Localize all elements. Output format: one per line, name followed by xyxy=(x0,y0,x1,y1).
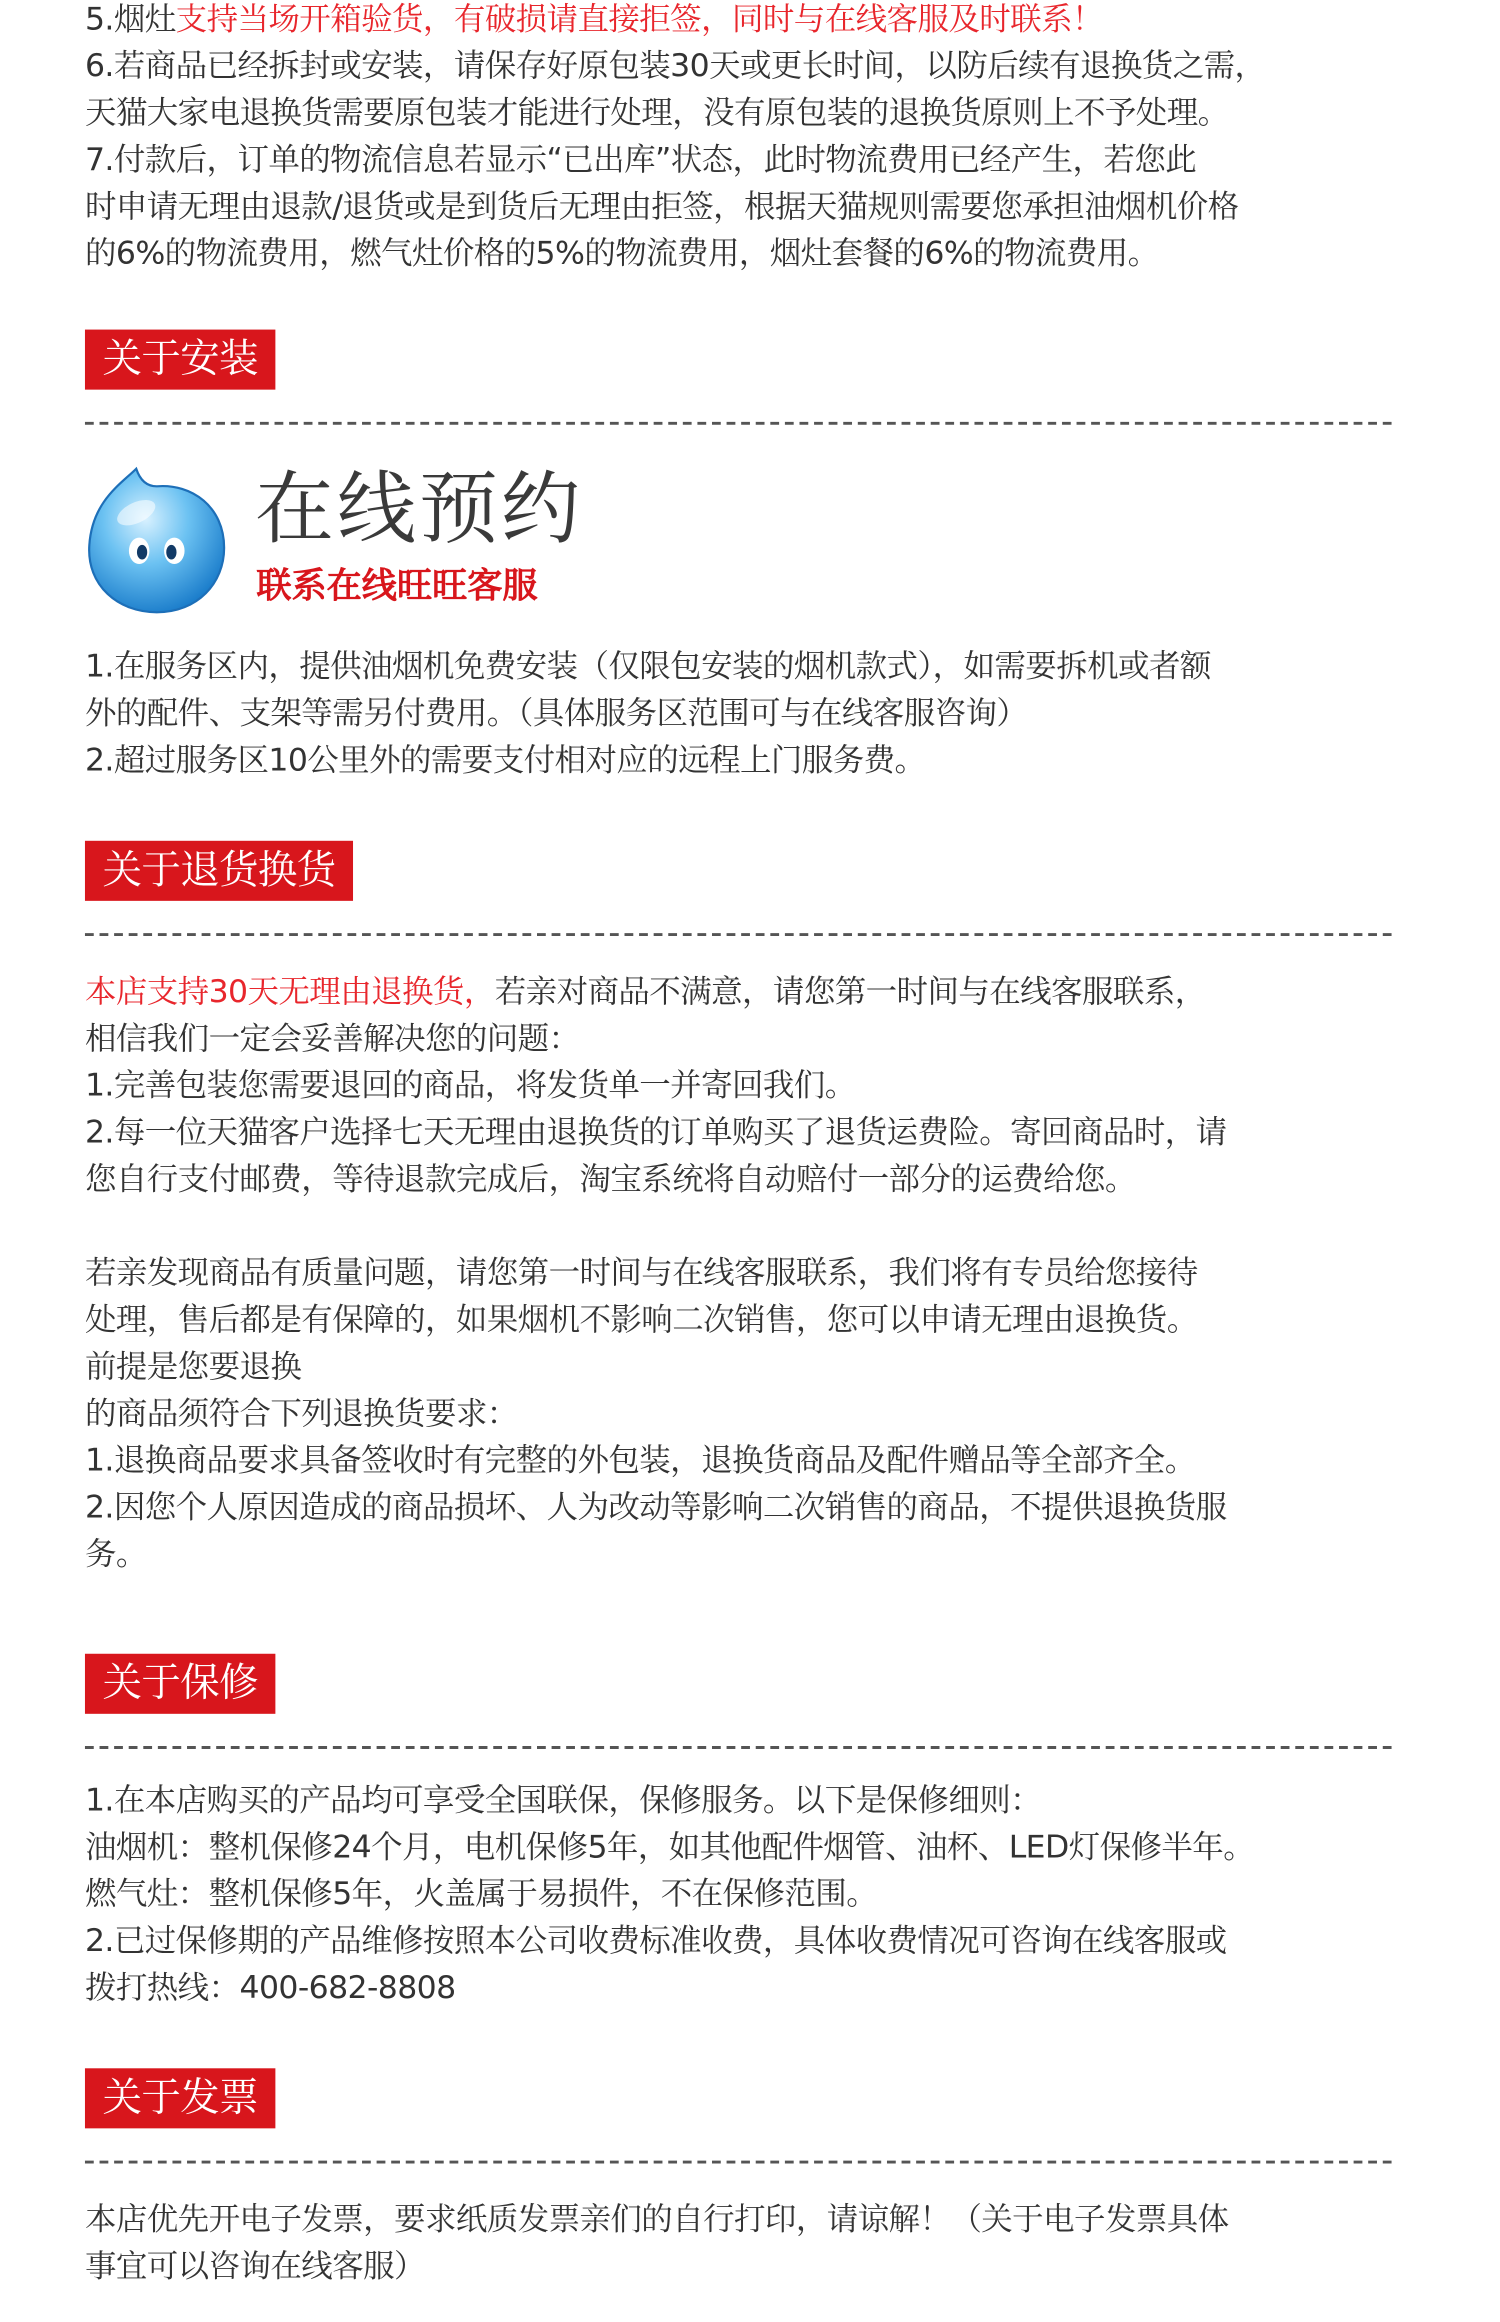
divider xyxy=(85,2161,1392,2164)
divider xyxy=(85,422,1392,425)
returns-line: 务。 xyxy=(84,1536,147,1574)
note-line: 时申请无理由退款/退货或是到货后无理由拒签，根据天猫规则需要您承担油烟机价格 xyxy=(84,188,1239,226)
reserve-subtitle: 联系在线旺旺客服 xyxy=(256,565,538,607)
section-tag-install: 关于安装 xyxy=(85,330,275,390)
returns-first-line: 本店支持30天无理由退换货，若亲对商品不满意，请您第一时间与在线客服联系， xyxy=(84,974,1206,1011)
section-tag-warranty: 关于保修 xyxy=(85,1654,275,1714)
install-notes xyxy=(85,645,1447,786)
returns-line: 处理，售后都是有保障的，如果烟机不影响二次销售，您可以申请无理由退换货。 xyxy=(84,1302,1198,1339)
install-line: 1.在服务区内，提供油烟机免费安装（仅限包安装的烟机款式），如需要拆机或者额 xyxy=(84,648,1211,686)
returns-line: 1.完善包装您需要退回的商品，将发货单一并寄回我们。 xyxy=(84,1067,856,1105)
returns-line: 1.退换商品要求具备签收时有完整的外包装，退换货商品及配件赠品等全部齐全。 xyxy=(84,1442,1196,1480)
note-line: 6.若商品已经拆封或安装，请保存好原包装30天或更长时间，以防后续有退换货之需， xyxy=(84,48,1266,85)
returns-line: 您自行支付邮费，等待退款完成后，淘宝系统将自动赔付一部分的运费给您。 xyxy=(84,1161,1136,1199)
top-notes xyxy=(85,0,1447,278)
section-tag-invoice: 关于发票 xyxy=(85,2068,275,2128)
returns-line: 2.每一位天猫客户选择七天无理由退换货的订单购买了退货运费险。寄回商品时，请 xyxy=(84,1114,1227,1152)
warranty-line: 油烟机：整机保修24个月，电机保修5年，如其他配件烟管、油杯、LED灯保修半年。 xyxy=(84,1829,1255,1867)
warranty-notes xyxy=(85,1778,1447,2012)
returns-line: 2.因您个人原因造成的商品损坏、人为改动等影响二次销售的商品，不提供退换货服 xyxy=(84,1489,1227,1527)
install-line: 2.超过服务区10公里外的需要支付相对应的远程上门服务费。 xyxy=(84,742,926,780)
note-line: 7.付款后，订单的物流信息若显示“已出库”状态，此时物流费用已经产生，若您此 xyxy=(84,142,1197,179)
invoice-notes xyxy=(85,2197,1447,2291)
divider xyxy=(85,933,1392,936)
returns-notes-b xyxy=(85,1251,1447,1579)
divider xyxy=(85,1746,1392,1749)
note-line: 的6%的物流费用，燃气灶价格的5%的物流费用，烟灶套餐的6%的物流费用。 xyxy=(84,235,1159,273)
returns-highlight: 本店支持30天无理由退换货， xyxy=(84,974,495,1011)
invoice-line: 事宜可以咨询在线客服） xyxy=(84,2248,425,2286)
note-line-5-highlight: 支持当场开箱验货，有破损请直接拒签，同时与在线客服及时联系！ xyxy=(175,1,1103,39)
note-line-5: 5.烟灶支持当场开箱验货，有破损请直接拒签，同时与在线客服及时联系！ xyxy=(84,1,1103,39)
returns-line: 相信我们一定会妥善解决您的问题： xyxy=(84,1020,580,1058)
invoice-line: 本店优先开电子发票，要求纸质发票亲们的自行打印，请谅解！（关于电子发票具体 xyxy=(84,2201,1229,2239)
wangwang-icon xyxy=(78,463,233,618)
warranty-line: 燃气灶：整机保修5年，火盖属于易损件，不在保修范围。 xyxy=(84,1876,878,1914)
reserve-title: 在线预约 xyxy=(254,462,583,556)
returns-line: 的商品须符合下列退换货要求： xyxy=(84,1395,518,1433)
section-tag-returns: 关于退货换货 xyxy=(85,841,353,901)
warranty-hotline: 拨打热线：400-682-8808 xyxy=(84,1970,456,2007)
returns-line: 若亲发现商品有质量问题，请您第一时间与在线客服联系，我们将有专员给您接待 xyxy=(84,1255,1198,1292)
install-line: 外的配件、支架等需另付费用。（具体服务区范围可与在线客服咨询） xyxy=(84,695,1028,733)
warranty-line: 2.已过保修期的产品维修按照本公司收费标准收费，具体收费情况可咨询在线客服或 xyxy=(84,1923,1227,1960)
note-line: 天猫大家电退换货需要原包装才能进行处理，没有原包装的退换货原则上不予处理。 xyxy=(84,95,1229,132)
returns-notes-a xyxy=(85,970,1447,1204)
returns-line: 前提是您要退换 xyxy=(84,1349,302,1386)
warranty-line: 1.在本店购买的产品均可享受全国联保，保修服务。以下是保修细则： xyxy=(84,1782,1042,1820)
